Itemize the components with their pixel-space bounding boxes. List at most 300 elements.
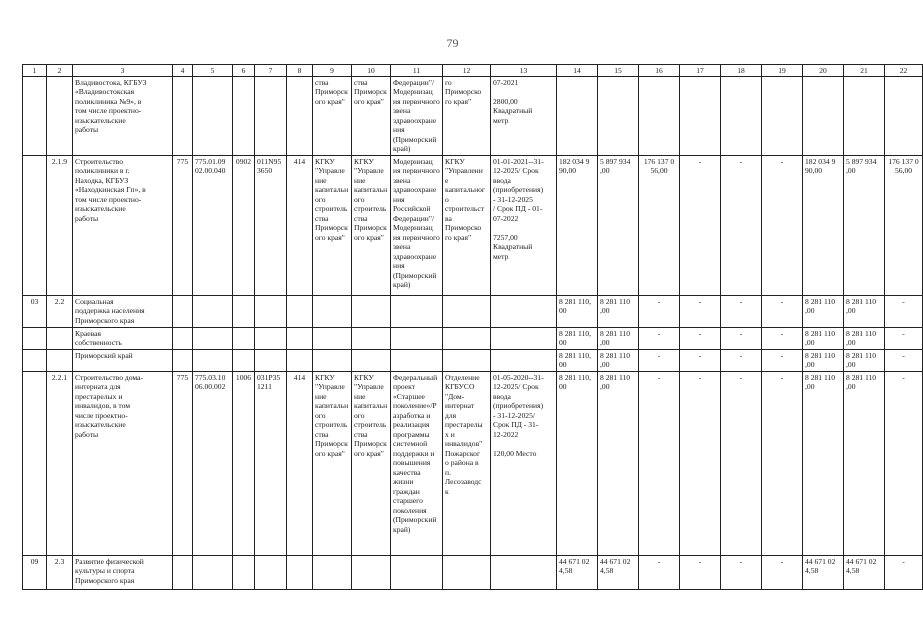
cell-col-12 bbox=[443, 327, 491, 349]
cell-col-9 bbox=[313, 371, 352, 555]
cell-line: 8 281 110, bbox=[559, 350, 591, 360]
cell-line: край) bbox=[393, 524, 411, 534]
cell-col-3 bbox=[73, 555, 173, 589]
cell-line: Федерации"/ bbox=[393, 213, 435, 223]
column-number-9: 9 bbox=[313, 65, 352, 77]
cell-col-1 bbox=[23, 77, 47, 156]
cell-line: КГКУ bbox=[354, 156, 374, 166]
cell-line: ого bbox=[354, 410, 365, 420]
cell-line: ,00 bbox=[805, 306, 815, 316]
cell-line: ства bbox=[315, 213, 329, 223]
cell-col-5 bbox=[193, 155, 233, 295]
cell-line: го bbox=[445, 78, 452, 87]
cell-line: Приморск bbox=[354, 87, 387, 97]
cell-line: 5 897 934 bbox=[846, 156, 877, 166]
cell-col-22: - bbox=[885, 327, 923, 349]
cell-col-17: - bbox=[680, 327, 721, 349]
cell-line: работы bbox=[75, 213, 99, 223]
cell-col-13 bbox=[491, 295, 557, 327]
cell-col-5 bbox=[193, 555, 233, 589]
cell-line: 8 281 110, bbox=[559, 328, 591, 338]
cell-line: 4,58 bbox=[846, 566, 860, 576]
cell-col-14 bbox=[557, 77, 598, 156]
cell-line: ввода bbox=[493, 391, 511, 401]
cell-line: здравоохране bbox=[393, 185, 437, 195]
cell-col-14 bbox=[557, 327, 598, 349]
cell-col-7 bbox=[255, 327, 287, 349]
cell-line: ,00 bbox=[846, 306, 856, 316]
cell-line: Строительство bbox=[75, 156, 123, 166]
cell-line: капитальн bbox=[354, 185, 388, 195]
cell-line: - 31-12-2025 bbox=[493, 194, 533, 204]
cell-line: 06.00.002 bbox=[195, 382, 226, 392]
cell-line: ние bbox=[315, 175, 327, 185]
cell-line: ого края" bbox=[354, 448, 384, 458]
cell-line: «Владивостокская bbox=[75, 87, 135, 97]
cell-line: Приморск bbox=[315, 439, 348, 449]
cell-line: п. bbox=[445, 467, 451, 477]
cell-line: 01-01-2021--31- bbox=[493, 156, 544, 166]
cell-col-2 bbox=[47, 77, 73, 156]
cell-col-10 bbox=[352, 371, 391, 555]
cell-line: проект bbox=[393, 382, 416, 392]
cell-col-1 bbox=[23, 371, 47, 555]
cell-line: 176 137 0 bbox=[643, 156, 675, 166]
cell-line: край) bbox=[393, 280, 411, 290]
cell-col-9 bbox=[313, 349, 352, 371]
cell-col-20 bbox=[803, 371, 844, 555]
cell-col-14 bbox=[557, 555, 598, 589]
cell-line: ства bbox=[354, 213, 368, 223]
cell-line: - 31-12-2025/ bbox=[493, 410, 535, 420]
cell-line: интернат bbox=[445, 401, 475, 411]
column-number-2: 2 bbox=[47, 65, 73, 77]
cell-col-22 bbox=[885, 77, 923, 156]
cell-col-18: - bbox=[721, 155, 762, 295]
cell-col-1 bbox=[23, 349, 47, 371]
cell-col-21 bbox=[844, 349, 885, 371]
cell-col-18: - bbox=[721, 555, 762, 589]
cell-line: поликлиники в г. bbox=[75, 166, 130, 176]
cell-line: / Срок ПД - 01- bbox=[493, 204, 543, 214]
cell-line: метр bbox=[493, 115, 509, 125]
cell-line: Модернизац bbox=[393, 87, 433, 97]
cell-line: ого bbox=[315, 194, 326, 204]
cell-col-17: - bbox=[680, 155, 721, 295]
cell-col-6 bbox=[233, 295, 255, 327]
column-number-15: 15 bbox=[598, 65, 639, 77]
cell-line: 8 281 110 bbox=[846, 296, 877, 306]
column-number-20: 20 bbox=[803, 65, 844, 77]
cell-line: ,00 bbox=[846, 382, 856, 392]
cell-line: ние bbox=[315, 391, 327, 401]
column-number-21: 21 bbox=[844, 65, 885, 77]
cell-col-9 bbox=[313, 155, 352, 295]
cell-line: "Дом- bbox=[445, 391, 465, 401]
column-number-6: 6 bbox=[233, 65, 255, 77]
cell-line: Развитие физической bbox=[75, 556, 144, 566]
cell-col-16: - bbox=[639, 371, 680, 555]
cell-line: 12-2022 bbox=[493, 429, 519, 439]
cell-line: 00 bbox=[559, 382, 567, 392]
table-row bbox=[23, 371, 923, 555]
cell-line: Модернизац bbox=[393, 156, 433, 166]
cell-col-13 bbox=[491, 77, 557, 156]
cell-line: Приморск bbox=[354, 223, 387, 233]
column-number-19: 19 bbox=[762, 65, 803, 77]
budget-table bbox=[22, 64, 923, 590]
cell-col-10 bbox=[352, 327, 391, 349]
cell-line: ,00 bbox=[846, 360, 856, 370]
cell-col-22: - bbox=[885, 295, 923, 327]
cell-col-3 bbox=[73, 155, 173, 295]
cell-col-21 bbox=[844, 295, 885, 327]
cell-line: ния bbox=[393, 194, 405, 204]
cell-col-20 bbox=[803, 155, 844, 295]
cell-col-10 bbox=[352, 155, 391, 295]
cell-line: 011N95 bbox=[257, 156, 282, 166]
cell-line bbox=[493, 439, 554, 448]
cell-col-22: - bbox=[885, 555, 923, 589]
cell-line: здравоохране bbox=[393, 115, 437, 125]
cell-col-14 bbox=[557, 155, 598, 295]
cell-col-9 bbox=[313, 77, 352, 156]
cell-col-12 bbox=[443, 295, 491, 327]
cell-line: 00 bbox=[559, 338, 567, 348]
cell-col-11 bbox=[391, 327, 443, 349]
cell-col-19: - bbox=[762, 349, 803, 371]
cell-col-11 bbox=[391, 295, 443, 327]
cell-line: звена bbox=[393, 106, 411, 116]
column-number-10: 10 bbox=[352, 65, 391, 77]
cell-line: строитель bbox=[315, 420, 348, 430]
cell-line: старшего bbox=[393, 496, 423, 506]
cell-line: 176 137 0 bbox=[888, 156, 919, 166]
cell-col-8 bbox=[287, 555, 313, 589]
cell-col-7 bbox=[255, 295, 287, 327]
cell-line: ого края" bbox=[315, 232, 345, 242]
cell-line: поддержки и bbox=[393, 448, 435, 458]
column-number-7: 7 bbox=[255, 65, 287, 77]
cell-col-7 bbox=[255, 349, 287, 371]
cell-line: Приморский край bbox=[75, 350, 133, 360]
cell-col-17: - bbox=[680, 349, 721, 371]
cell-col-17: - bbox=[680, 371, 721, 555]
cell-col-15 bbox=[598, 555, 639, 589]
cell-line: 07-2022 bbox=[493, 213, 519, 223]
cell-line: ,00 bbox=[805, 338, 815, 348]
cell-col-4: 775 bbox=[173, 371, 193, 555]
cell-line: 4,58 bbox=[600, 566, 614, 576]
cell-line: Срок ПД - 31- bbox=[493, 420, 539, 430]
cell-line: строительст bbox=[445, 204, 485, 214]
cell-line: ,00 bbox=[600, 338, 610, 348]
cell-line: Приморского края bbox=[75, 575, 135, 585]
cell-col-18 bbox=[721, 77, 762, 156]
table-row bbox=[23, 349, 923, 371]
cell-line: ние bbox=[354, 391, 366, 401]
cell-col-20 bbox=[803, 555, 844, 589]
cell-col-13 bbox=[491, 327, 557, 349]
cell-col-2 bbox=[47, 349, 73, 371]
column-number-12: 12 bbox=[443, 65, 491, 77]
cell-line: для bbox=[445, 410, 457, 420]
cell-col-14 bbox=[557, 295, 598, 327]
cell-col-11 bbox=[391, 155, 443, 295]
cell-line: ого края" bbox=[354, 232, 384, 242]
cell-line: Социальная bbox=[75, 296, 114, 306]
cell-line: (приобретения) bbox=[493, 185, 544, 195]
cell-line: строитель bbox=[354, 204, 387, 214]
cell-line: 4,58 bbox=[559, 566, 573, 576]
cell-line: Приморско bbox=[445, 223, 482, 233]
cell-line: "Управле bbox=[354, 382, 384, 392]
cell-col-7 bbox=[255, 555, 287, 589]
cell-col-8 bbox=[287, 349, 313, 371]
cell-line: поколения bbox=[393, 505, 427, 515]
cell-line: азработка и bbox=[393, 410, 431, 420]
cell-line: 90,00 bbox=[805, 166, 823, 176]
cell-line: работы bbox=[75, 125, 99, 135]
cell-col-12 bbox=[443, 155, 491, 295]
cell-line: 02.00.040 bbox=[195, 166, 226, 176]
cell-col-13 bbox=[491, 371, 557, 555]
cell-line: поддержка населения bbox=[75, 306, 145, 316]
cell-col-8: 414 bbox=[287, 155, 313, 295]
cell-line: Владивостока, КГБУЗ bbox=[75, 78, 147, 87]
cell-col-3 bbox=[73, 295, 173, 327]
cell-col-11 bbox=[391, 349, 443, 371]
cell-line: 182 034 9 bbox=[805, 156, 836, 166]
cell-col-21 bbox=[844, 327, 885, 349]
cell-line: ия первичного bbox=[393, 232, 440, 242]
cell-line: 8 281 110 bbox=[600, 372, 631, 382]
cell-col-4 bbox=[173, 555, 193, 589]
cell-col-11 bbox=[391, 555, 443, 589]
cell-line: го края" bbox=[445, 96, 472, 106]
cell-line: 12-2025/ Срок bbox=[493, 382, 539, 392]
cell-line: 90,00 bbox=[559, 166, 577, 176]
cell-line: инвалидов" bbox=[445, 439, 483, 449]
cell-line: капитальн bbox=[354, 401, 388, 411]
cell-line: Модернизац bbox=[393, 223, 433, 233]
cell-col-5 bbox=[193, 371, 233, 555]
cell-col-15 bbox=[598, 155, 639, 295]
cell-line: ,00 bbox=[600, 306, 610, 316]
cell-line: Приморского края bbox=[75, 315, 135, 325]
cell-col-7 bbox=[255, 77, 287, 156]
cell-line: том числе проектно- bbox=[75, 194, 142, 204]
cell-line: строитель bbox=[354, 420, 387, 430]
cell-line: КГКУ bbox=[315, 156, 335, 166]
cell-line: 56,00 bbox=[894, 166, 913, 176]
cell-line: "Управлени bbox=[445, 166, 483, 176]
cell-col-6: 0902 bbox=[233, 155, 255, 295]
cell-line: КГБУСО bbox=[445, 382, 475, 392]
table-row bbox=[23, 155, 923, 295]
cell-line: Строительство дома- bbox=[75, 372, 144, 382]
cell-line: 182 034 9 bbox=[559, 156, 590, 166]
cell-line: 775.03.10 bbox=[195, 372, 226, 382]
cell-col-21 bbox=[844, 555, 885, 589]
cell-col-8 bbox=[287, 295, 313, 327]
cell-line: системной bbox=[393, 439, 428, 449]
cell-line: ия первичного bbox=[393, 96, 440, 106]
cell-line: о района в bbox=[445, 458, 479, 468]
cell-col-4 bbox=[173, 349, 193, 371]
cell-col-7 bbox=[255, 155, 287, 295]
cell-col-5 bbox=[193, 349, 233, 371]
cell-line: 8 281 110 bbox=[846, 350, 877, 360]
cell-col-16: - bbox=[639, 327, 680, 349]
cell-col-4 bbox=[173, 77, 193, 156]
cell-line: ,00 bbox=[600, 360, 610, 370]
cell-line: ,00 bbox=[600, 382, 610, 392]
cell-col-18: - bbox=[721, 295, 762, 327]
cell-line: ства bbox=[315, 429, 329, 439]
cell-col-10 bbox=[352, 77, 391, 156]
cell-col-20 bbox=[803, 295, 844, 327]
cell-line: ва bbox=[445, 213, 452, 223]
cell-col-12 bbox=[443, 77, 491, 156]
cell-line: Приморск bbox=[354, 439, 387, 449]
cell-line: х и bbox=[445, 429, 455, 439]
cell-line: к bbox=[445, 486, 449, 496]
cell-line: капитальног bbox=[445, 185, 486, 195]
cell-line: край) bbox=[393, 144, 411, 154]
cell-line: 8 281 110, bbox=[559, 372, 591, 382]
cell-line: капитальн bbox=[315, 401, 349, 411]
cell-line: 8 281 110 bbox=[846, 372, 877, 382]
cell-line: 1211 bbox=[257, 382, 272, 392]
cell-line: 8 281 110 bbox=[600, 350, 631, 360]
cell-col-10 bbox=[352, 555, 391, 589]
cell-line: изыскательские bbox=[75, 420, 126, 430]
cell-col-1: 09 bbox=[23, 555, 47, 589]
cell-col-19: - bbox=[762, 327, 803, 349]
cell-col-15 bbox=[598, 295, 639, 327]
cell-line: КГКУ bbox=[354, 372, 374, 382]
cell-col-2 bbox=[47, 327, 73, 349]
cell-line: 031P35 bbox=[257, 372, 281, 382]
cell-line: 44 671 02 bbox=[805, 556, 836, 566]
cell-col-1 bbox=[23, 155, 47, 295]
cell-col-9 bbox=[313, 295, 352, 327]
cell-line: поликлиника №9», в bbox=[75, 96, 142, 106]
cell-line: Пожарског bbox=[445, 448, 481, 458]
cell-line: 8 281 110 bbox=[805, 372, 836, 382]
page-number: 79 bbox=[446, 36, 459, 50]
cell-line bbox=[493, 223, 554, 232]
cell-line: метр bbox=[493, 251, 509, 261]
cell-col-16: - bbox=[639, 295, 680, 327]
cell-col-20 bbox=[803, 349, 844, 371]
cell-line: Отделение bbox=[445, 372, 480, 382]
cell-col-19: - bbox=[762, 295, 803, 327]
cell-line: ого bbox=[354, 194, 365, 204]
cell-line: ого края" bbox=[354, 96, 384, 106]
cell-line: 8 281 110 bbox=[600, 328, 631, 338]
cell-line: го края" bbox=[445, 232, 472, 242]
column-number-16: 16 bbox=[639, 65, 680, 77]
cell-col-16 bbox=[639, 155, 680, 295]
cell-col-22: - bbox=[885, 349, 923, 371]
column-number-1: 1 bbox=[23, 65, 47, 77]
cell-col-15 bbox=[598, 77, 639, 156]
cell-line: 7257,00 bbox=[493, 232, 518, 242]
cell-line: культуры и спорта bbox=[75, 566, 135, 576]
cell-line: Российской bbox=[393, 204, 431, 214]
cell-line: ства bbox=[354, 78, 368, 87]
table-row bbox=[23, 555, 923, 589]
cell-col-17: - bbox=[680, 555, 721, 589]
cell-col-19: - bbox=[762, 155, 803, 295]
cell-col-8 bbox=[287, 77, 313, 156]
cell-col-4 bbox=[173, 327, 193, 349]
cell-line: "Управле bbox=[315, 166, 345, 176]
cell-col-15 bbox=[598, 371, 639, 555]
cell-line: 44 671 02 bbox=[600, 556, 631, 566]
cell-col-18: - bbox=[721, 349, 762, 371]
cell-col-8 bbox=[287, 327, 313, 349]
cell-line: 44 671 02 bbox=[846, 556, 877, 566]
cell-line: Квадратный bbox=[493, 106, 533, 116]
cell-line: 5 897 934 bbox=[600, 156, 631, 166]
cell-col-5 bbox=[193, 327, 233, 349]
cell-line: 3650 bbox=[257, 166, 273, 176]
cell-line: Лесозаводс bbox=[445, 477, 482, 487]
cell-line: повышения bbox=[393, 458, 431, 468]
cell-line: граждан bbox=[393, 486, 420, 496]
cell-col-20 bbox=[803, 77, 844, 156]
cell-col-13 bbox=[491, 555, 557, 589]
cell-col-9 bbox=[313, 327, 352, 349]
table-row bbox=[23, 327, 923, 349]
cell-col-20 bbox=[803, 327, 844, 349]
table-row bbox=[23, 295, 923, 327]
cell-col-1: 03 bbox=[23, 295, 47, 327]
cell-line: ния bbox=[393, 261, 405, 271]
cell-line: интерната для bbox=[75, 382, 121, 392]
cell-col-6 bbox=[233, 77, 255, 156]
cell-line: "Управле bbox=[354, 166, 384, 176]
cell-col-17: - bbox=[680, 295, 721, 327]
cell-col-22 bbox=[885, 155, 923, 295]
cell-line: изыскательские bbox=[75, 204, 126, 214]
cell-line: 8 281 110, bbox=[559, 296, 591, 306]
cell-col-2: 2.1.9 bbox=[47, 155, 73, 295]
cell-line: "Управле bbox=[315, 382, 345, 392]
cell-col-12 bbox=[443, 555, 491, 589]
cell-col-15 bbox=[598, 349, 639, 371]
cell-line: ,00 bbox=[846, 338, 856, 348]
cell-line: ства bbox=[354, 429, 368, 439]
cell-line: «Старшее bbox=[393, 391, 425, 401]
cell-line: Приморско bbox=[445, 87, 482, 97]
cell-col-18: - bbox=[721, 371, 762, 555]
cell-line: «Находкинская Гп», в bbox=[75, 185, 146, 195]
cell-col-12 bbox=[443, 371, 491, 555]
cell-line: 2800,00 bbox=[493, 96, 518, 106]
cell-col-3 bbox=[73, 371, 173, 555]
cell-col-18: - bbox=[721, 327, 762, 349]
column-number-5: 5 bbox=[193, 65, 233, 77]
cell-col-17 bbox=[680, 77, 721, 156]
header-row bbox=[23, 65, 923, 77]
cell-line: (приобретения) bbox=[493, 401, 544, 411]
cell-col-4: 775 bbox=[173, 155, 193, 295]
cell-line: ,00 bbox=[600, 166, 610, 176]
